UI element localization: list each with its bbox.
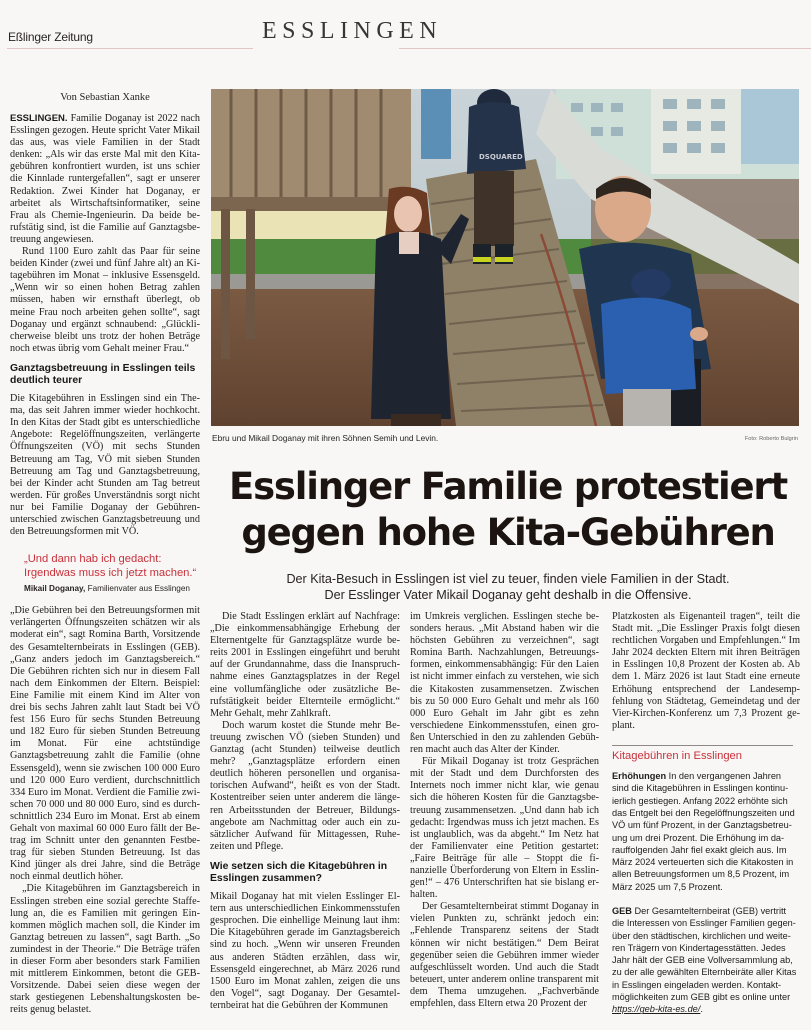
paragraph: „Die Kitagebühren im Ganztagsbereich in Esslingen streben eine sozial gerechte Staffelung an, die es Familien mit geringen Einkommen möglich machen soll, die Kinder im Ganztag betreuen zu lassen“, sagt Barth. „So zumindest in der Theorie.“ Die Beträge träfen in dieser Form aber besonders stark Familien mit mittlerem Einkommen, betont die GEB-Vorsitzende. Dabei seien diese wegen der stark gestiegenen Lebenshaltungskosten bereits genug belastet. [10,883,200,1016]
info-box-item-text: In den vergangenen Jahren sind die Kitagebühren in Esslingen kontinuierlich gestiegen. Anfang 2022 erhöhte sich das Entgelt bei den Regelöffnungszeiten und VÖ um fünf Prozent, in der Ganztagsbetreuung um drei Prozent. Die Erhöhung im darauffolgenden Jahr fiel exakt gleich aus. Im März 2024 verteuerten sich die Kitakosten in allen Betreuungsformen um 8,5 Prozent, im März 2025 um 7,5 Prozent. [612,771,795,892]
header-rule-right [399,48,811,49]
pull-quote-name: Mikail Doganay, [24,584,86,594]
paragraph: Die Stadt Esslingen erklärt auf Nachfrage: „Die einkommensabhängige Erhebung der Elternentgelte für Ganztagsplätze wurde bereits 2001 in Esslingen eingeführt und beruht auf der Grundannahme, dass die Inanspruchnahme eines Ganztagsplatzes in der Regel eine vollumfängliche oder zusätzliche Berufstätigkeit beider Elternteile ermöglicht.“ Mehr Gehalt, mehr Zahlkraft. [210,611,400,719]
dateline: ESSLINGEN. [10,113,68,124]
pull-quote-text: „Und dann hab ich gedacht: Irgendwas muss ich jetzt machen.“ [24,553,197,580]
subheading: Wie setzen sich die Kitagebühren in Esslingen zusammen? [210,860,388,885]
paragraph: Mikail Doganay hat mit vielen Esslinger Eltern aus unterschiedlichen Einkommensstufen gesprochen. Die einhellige Meinung laut ihm: Die Kitagebühren gerade im Ganztagsbereich sind zu hoch. „Wenn wir unseren Freunden aus anderen Städten erzählen, dass wir, Essensgeld eingerechnet, ab März 2026 rund 1500 Euro im Monat zahlen, zeigen die uns den Vogel“, sagt Doganay. Der Gesamtelternbeirat hat die Gebühren der Kommunen [210,891,400,1011]
info-box-item [612,905,800,1016]
paragraph: im Umkreis verglichen. Esslingen steche besonders heraus. „Mit Abstand haben wir die höchsten Gebühren zu verzeichnen“, sagt Romina Barth. Nachzahlungen, Betreuungsformen, einkommensabhängig: Für den Laien ist nicht immer einfach zu verstehen, wie sich die Kitakosten zusammensetzen. Zwischen bis zu 50 000 Euro Gehalt und mehr als 160 000 Euro Gehalt im Jahr gibt es zehn verschiedene Einkommensstufen, einen großen Unterschied in den zu zahlenden Gebühren macht auch das Alter der Kinder. [410,611,599,756]
header-rule-left [7,48,253,49]
info-box-item-text: Der Gesamtelternbeirat (GEB) vertritt die Interessen von Esslinger Familien gegenüber den städtischen, kirchlichen und weiteren Trägern von Kindertagesstätten. Jedes Jahr hält der GEB eine Vollversammlung ab, zu der alle gewählten Elternbeiräte aller Kitas in Esslingen eingeladen werden. Kontaktmöglichkeiten zum GEB gibt es online unter [612,906,797,1003]
info-box-item-label: GEB [612,906,632,916]
paragraph: Für Mikail Doganay ist trotz Gesprächen mit der Stadt und dem Durchforsten des Internets noch immer nicht klar, wie genau sich die höheren Kosten für die Ganztagsbetreuung zusammensetzen. „Und dann hab ich gedacht: Irgendwas muss ich jetzt machen. Es ist unglaublich, was da abgeht.“ Im Netz hat der Familienvater eine Petition gestartet: „Faire Beiträge für alle – Stoppt die finanzielle Überforderung von Eltern in Esslingen!“ – 476 Unterschriften hat sie bislang erhalten. [410,756,599,901]
info-box-divider [612,745,793,746]
info-box [612,745,800,1016]
newspaper-brand: Eßlinger Zeitung [8,30,93,44]
byline: Von Sebastian Xanke [60,92,150,103]
paragraph: Platzkosten als Eigenanteil tragen“, teilt die Stadt mit. „Die Esslinger Praxis folgt diesen rechtlichen Vorgaben und Empfehlungen.“ Im Jahr 2024 deckten Eltern mit ihren Beiträgen in Esslingen 10,8 Prozent der Kosten ab. Ab dem 1. März 2026 ist laut Stadt eine erneute Erhöhung entsprechend der Landesempfehlung von Städtetag, Gemeindetag und der Vier-Kirchen-Konferenz um 7,3 Prozent geplant. [612,611,800,731]
info-box-item-label: Erhöhungen [612,771,667,782]
subheadline-line-1: Der Kita-Besuch in Esslingen ist viel zu teuer, finden viele Familien in der Stadt. [286,572,730,586]
info-box-item [612,770,800,893]
lead-paragraph [10,113,200,246]
headline [218,464,798,556]
article-column-1 [10,113,200,1016]
subheadline [218,572,798,603]
paragraph: Doch warum kostet die Stunde mehr Betreuung zwischen VÖ (sieben Stunden) und Ganztag (acht Stunden) teilweise deutlich mehr? „Ganztagsplätze erfordern einen deutlich höheren personellen und organisatorischen Aufwand“, heißt es von der Stadt. Kostentreiber seien unter anderem die längeren Arbeitsstunden der Betreuer, Bildungsangebote am Nachmittag oder auch ein zusätzlicher Aufwand für Mittagessen, Ruhezeiten und Pflege. [210,719,400,852]
info-box-title: Kitagebühren in Esslingen [612,749,742,762]
headline-line-2: gegen hohe Kita-Gebühren [241,511,775,554]
pull-quote [24,552,200,595]
paragraph: Der Gesamtelternbeirat stimmt Doganay in vielen Punkten zu, schränkt jedoch ein: „Fehlende Transparenz seitens der Stadt können wir nicht bestätigen.“ Dem Beirat gegenüber seien die Gebühren immer wieder aufgeschlüsselt worden. Und auch die Stadt beteuert, unter anderem online transparent mit dem Thema umzugehen. „Fachverbände empfehlen, dass Eltern etwa 20 Prozent der [410,901,599,1009]
subheadline-line-2: Der Esslinger Vater Mikail Doganay geht deshalb in die Offensive. [324,587,692,602]
paragraph: „Die Gebühren bei den Betreuungsformen mit verlängerten Öffnungszeiten schätzen wir als moderat ein“, sagt Romina Barth, Vorsitzende des Gesamtelternbeirats in Esslingen (GEB). „Ganz anders jedoch im Ganztagsbereich.“ Die Gebühren richten sich nur in diesem Fall nach dem Einkommen der Eltern. Beispiel: Eine Familie mit einem Kind im Alter von drei bis sechs Jahren zahlt laut Stadt bei VÖ fest 156 Euro für sechs Stunden Betreuung und 182 Euro für sieben Stunden Betreuung im Monat. Für eine achtstündige Ganztagsbetreuung zahlt die Familie (ohne Essensgeld), wenn sie zwischen 100 000 Euro und 120 000 Euro verdient, durchschnittlich 334 Euro im Monat. Verdient die Familie zwischen 70 000 und 80 000 Euro, sind es durchschnittlich 234 Euro im Monat. Erst ab einem Gehalt von maximal 60 000 Euro fällt der Betrag im Schnitt unter den genannten Festbetrag für sieben Stunden Betreuung. Ist das Kind jünger als drei Jahre, sind die Beträge noch einmal deutlich höher. [10,605,200,883]
pull-quote-attribution [24,583,200,595]
article-photo [211,89,799,426]
jacket-print: DSQUARED [479,153,523,161]
link-suffix: . [700,1004,703,1015]
article-column-3 [410,611,599,1010]
section-title: ESSLINGEN [262,18,443,44]
paragraph: Rund 1100 Euro zahlt das Paar für seine beiden Kinder (zwei und fünf Jahre alt) an Kitagebühren im Monat – inklusive Essensgeld. „Wenn wir so einen hohen Betrag zahlen müssen, haben wir ernsthaft überlegt, ob meine Frau noch arbeiten gehen sollte“, sagt Doganay und ergänzt schnaubend: „Glücklicherweise bleibt uns trotz der hohen Beträge noch etwas übrig vom Gehalt meiner Frau.“ [10,246,200,354]
pull-quote-role: Familienvater aus Esslingen [87,584,190,594]
paragraph-text: Familie Doganay ist 2022 nach Esslingen gezogen. Heute spricht Vater Mikail das aus, was viele Familien in der Stadt denken: „Als wir das erste Mal mit den Kitagebühren konfrontiert wurden, ist uns schier die Kinnlade runtergefallen“, sagt er unserer Redaktion. Zwei Kinder hat Doganay, er arbeitet als Wirtschaftsinformatiker, seine Frau als Chemie-Ingenieurin. Da beide berufstätig sind, ist die Familie auf Ganztagsbetreuung angewiesen. [10,113,200,245]
article-column-4 [612,611,800,1016]
headline-line-1: Esslinger Familie protestiert [229,465,787,508]
paragraph: Die Kitagebühren in Esslingen sind ein Thema, das seit Jahren immer wieder hochkocht. In den Kitas der Stadt gibt es unterschiedliche Angebote: Regelöffnungszeiten, verlängerte Öffnungszeiten (VÖ) mit sechs Stunden Betreuung am Tag, VÖ mit sieben Stunden Betreuung am Tag und Ganztagsbetreuung, bei der Kinder acht Stunden am Tag betreut werden. Für großes Unverständnis sorgt nicht nur bei Familie Doganay der Gebührenunterschied zwischen Ganztagsbetreuung und den Betreuungsformen mit VÖ. [10,393,200,538]
geb-website-link[interactable]: https://geb-kita-es.de/ [612,1004,701,1015]
photo-credit: Foto: Roberto Bulgrin [744,436,798,442]
article-column-2 [210,611,400,1012]
family-playground-photo [211,89,799,426]
subheading: Ganztagsbetreuung in Esslingen teils deutlich teurer [10,362,196,387]
photo-caption: Ebru und Mikail Doganay mit ihren Söhnen Semih und Levin. [212,433,439,443]
